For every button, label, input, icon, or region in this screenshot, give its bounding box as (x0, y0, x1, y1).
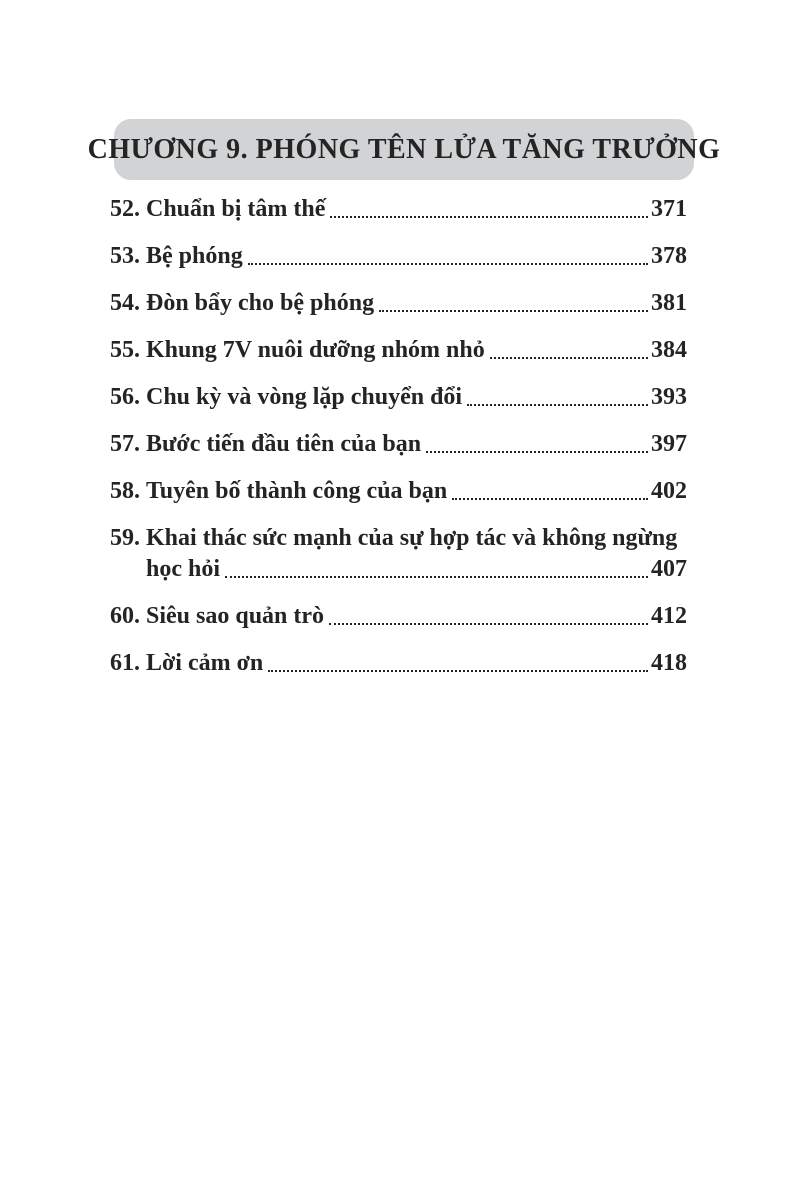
toc-entry-number: 52. (110, 196, 140, 222)
toc-entry-line (146, 382, 687, 412)
toc-entry-title: Tuyên bố thành công của bạn (146, 478, 448, 504)
toc-entry-page: 397 (651, 431, 687, 457)
toc-entry-line (146, 554, 687, 584)
toc-entry (110, 429, 687, 459)
toc-entry-title: Khai thác sức mạnh của sự hợp tác và không ngừng (146, 525, 678, 551)
toc-entry (110, 648, 687, 678)
toc-entry-number: 58. (110, 478, 140, 504)
dot-leader (248, 263, 648, 265)
toc-entry-body (146, 648, 687, 678)
toc-entry-line (146, 194, 687, 224)
dot-leader (467, 404, 648, 406)
toc-entry-page: 378 (651, 243, 687, 269)
toc-entry-title: Chu kỳ và vòng lặp chuyển đổi (146, 384, 463, 410)
toc-entry-number: 53. (110, 243, 140, 269)
dot-leader (330, 216, 648, 218)
toc-entry-number: 55. (110, 337, 140, 363)
dot-leader (379, 310, 648, 312)
toc-entry-title: Siêu sao quản trò (146, 603, 325, 629)
toc-entry-page: 384 (651, 337, 687, 363)
toc-entry-title: Lời cảm ơn (146, 650, 264, 676)
toc-entry-number: 56. (110, 384, 140, 410)
toc-entry-line (146, 429, 687, 459)
toc-entry-line (146, 335, 687, 365)
dot-leader (268, 670, 648, 672)
toc-entry-page: 418 (651, 650, 687, 676)
dot-leader (225, 576, 648, 578)
chapter-header (87, 119, 721, 180)
chapter-title: CHƯƠNG 9. PHÓNG TÊN LỬA TĂNG TRƯỞNG (87, 133, 721, 165)
toc-entry-title: Bệ phóng (146, 243, 243, 269)
toc-entry-title: học hỏi (146, 556, 221, 582)
toc-entry-body (146, 476, 687, 506)
toc-entry-title: Đòn bẩy cho bệ phóng (146, 290, 375, 316)
toc-entry-number: 60. (110, 603, 140, 629)
toc-entry-body (146, 194, 687, 224)
dot-leader (490, 357, 648, 359)
toc-entry-page: 393 (651, 384, 687, 410)
toc-entry-page: 381 (651, 290, 687, 316)
toc-entry-line (146, 241, 687, 271)
toc-entry-body (146, 429, 687, 459)
toc-entry-number: 59. (110, 525, 140, 551)
toc-entry-body (146, 382, 687, 412)
toc-entry-line (146, 288, 687, 318)
toc-entry-number: 61. (110, 650, 140, 676)
toc-entry-title: Bước tiến đầu tiên của bạn (146, 431, 422, 457)
toc-entry-line (146, 601, 687, 631)
toc-entry-title: Khung 7V nuôi dưỡng nhóm nhỏ (146, 337, 485, 363)
toc-entry-page: 402 (651, 478, 687, 504)
dot-leader (452, 498, 648, 500)
toc-entry (110, 194, 687, 224)
toc-entry-line (146, 523, 687, 553)
toc-entry-title: Chuẩn bị tâm thế (146, 196, 326, 222)
toc-entry-page: 412 (651, 603, 687, 629)
dot-leader (426, 451, 648, 453)
toc-entry-line (146, 476, 687, 506)
toc-entry (110, 382, 687, 412)
toc-entry-number: 54. (110, 290, 140, 316)
toc-entry-body (146, 335, 687, 365)
toc-entry-body (146, 523, 687, 584)
toc-entry-body (146, 601, 687, 631)
toc-entry (110, 335, 687, 365)
dot-leader (329, 623, 648, 625)
toc-entry-body (146, 241, 687, 271)
toc-entry-number: 57. (110, 431, 140, 457)
toc-entry (110, 288, 687, 318)
toc-entry (110, 476, 687, 506)
toc-entry (110, 601, 687, 631)
toc-entry (110, 241, 687, 271)
toc-entry-page: 371 (651, 196, 687, 222)
toc-entry (110, 523, 687, 584)
toc-entry-line (146, 648, 687, 678)
toc-entry-body (146, 288, 687, 318)
toc-entry-page: 407 (651, 556, 687, 582)
toc-list (110, 194, 687, 695)
